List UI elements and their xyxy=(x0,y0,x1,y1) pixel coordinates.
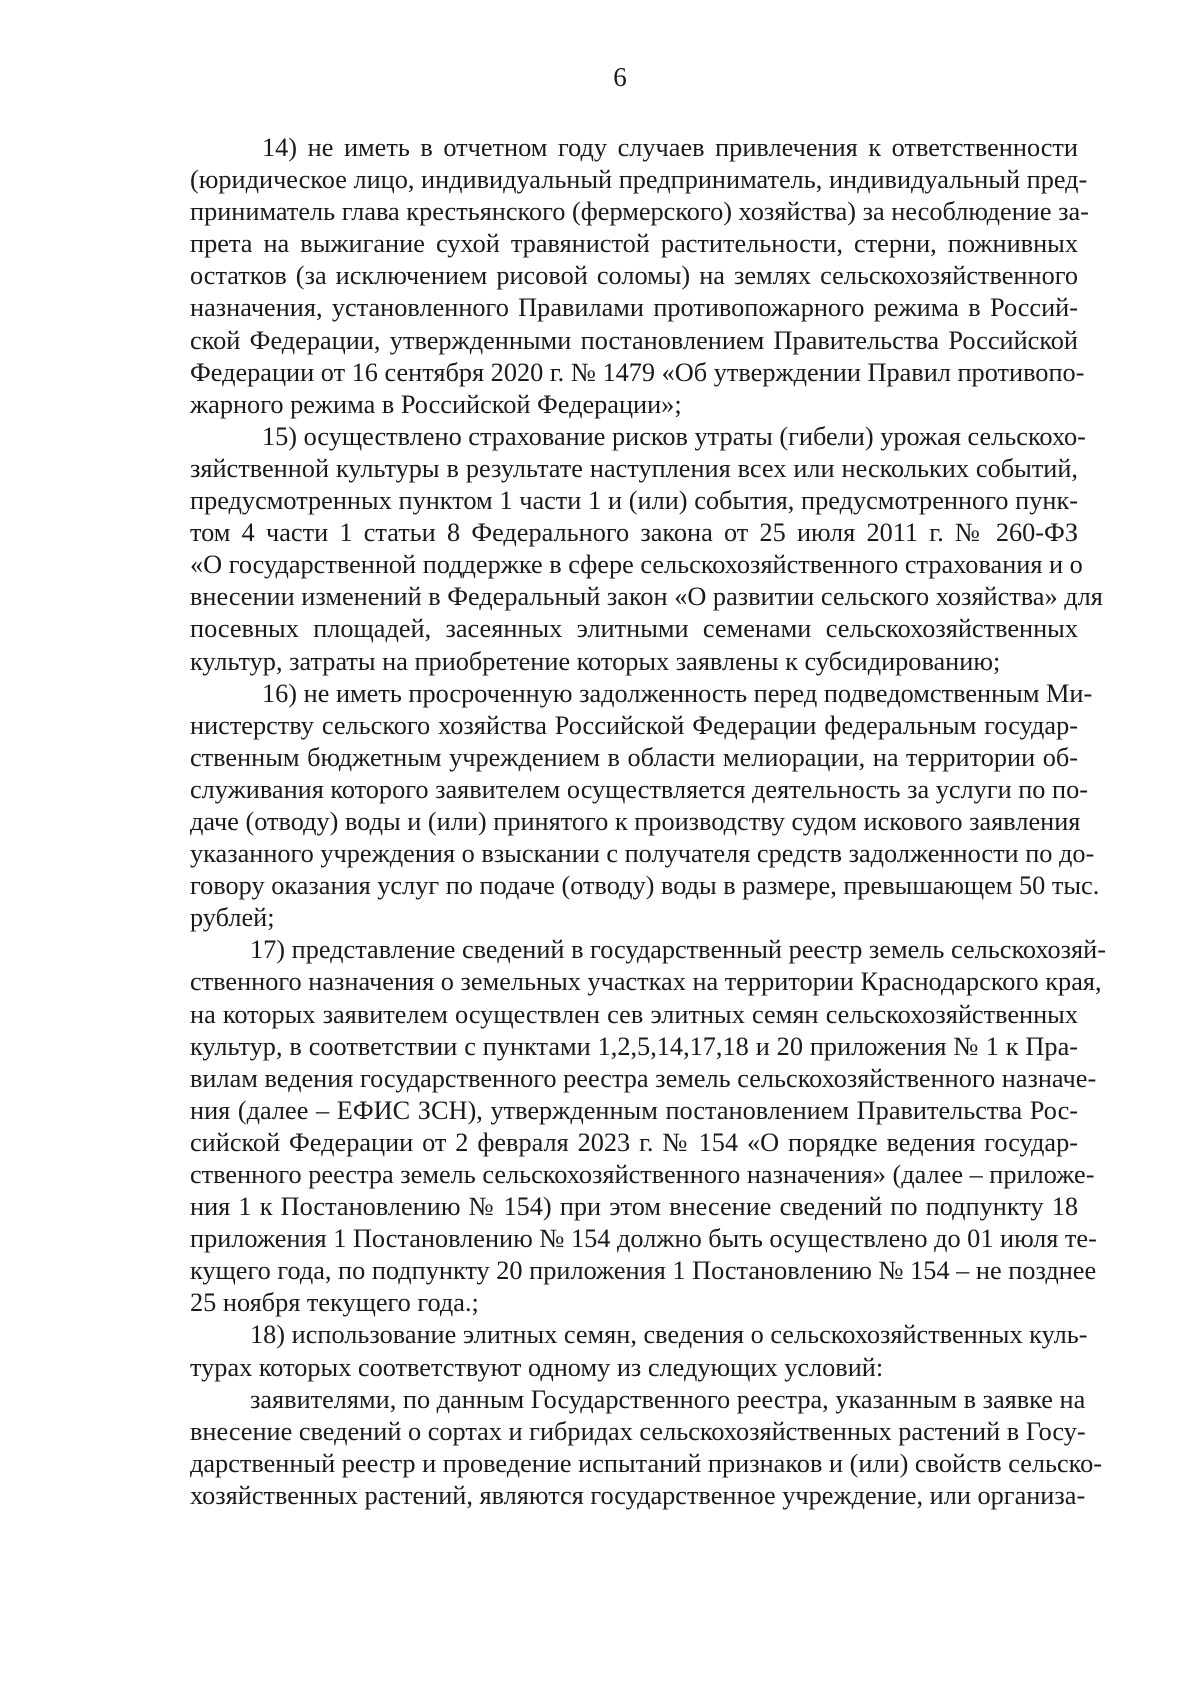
text-line: внесение сведений о сортах и гибридах сельскохозяйственных растений в Госу- xyxy=(190,1416,1086,1446)
text-line: приложения 1 Постановлению № 154 должно быть осуществлено до 01 июля те- xyxy=(190,1224,1097,1254)
text-line: приниматель глава крестьянского (фермерского) хозяйства) за несоблюдение за- xyxy=(190,197,1089,227)
text-line: 17) представление сведений в государственный реестр земель сельскохозяй- xyxy=(250,935,1106,965)
text-line: (юридическое лицо, индивидуальный предприниматель, индивидуальный пред- xyxy=(190,165,1088,195)
paragraph-14 xyxy=(190,132,1089,421)
text-line: заявителями, по данным Государственного реестра, указанным в заявке на xyxy=(250,1384,1086,1414)
paragraph-15 xyxy=(190,421,1103,678)
text-line: остатков (за исключением рисовой соломы) на землях сельскохозяйственного xyxy=(190,261,1078,291)
text-line: культур, затраты на приобретение которых заявлены к субсидированию; xyxy=(190,646,1001,676)
text-line: нистерству сельского хозяйства Российской Федерации федеральным государ- xyxy=(190,710,1078,740)
text-line: служивания которого заявителем осуществляется деятельность за услуги по по- xyxy=(190,774,1088,804)
text-line: ственного назначения о земельных участках на территории Краснодарского края, xyxy=(190,967,1102,997)
text-line: 15) осуществлено страхование рисков утраты (гибели) урожая сельскохо- xyxy=(262,421,1086,451)
text-line: жарного режима в Российской Федерации»; xyxy=(190,389,682,419)
text-line: Федерации от 16 сентября 2020 г. № 1479 «Об утверждении Правил противопо- xyxy=(190,357,1085,387)
text-line: 25 ноября текущего года.; xyxy=(190,1288,479,1318)
text-line: 14) не иметь в отчетном году случаев привлечения к ответственности xyxy=(262,133,1078,162)
text-line: даче (отводу) воды и (или) принятого к производству судом искового заявления xyxy=(190,806,1081,836)
text-line: турах которых соответствуют одному из следующих условий: xyxy=(190,1352,884,1382)
text-line: культур, в соответствии с пунктами 1,2,5,14,17,18 и 20 приложения № 1 к Пра- xyxy=(190,1031,1078,1061)
text-line: рублей; xyxy=(190,903,275,933)
text-line: том 4 части 1 статьи 8 Федерального закона от 25 июля 2011 г. № 260-ФЗ xyxy=(190,518,1078,548)
text-line: прета на выжигание сухой травянистой растительности, стерни, пожнивных xyxy=(190,229,1078,259)
document-body xyxy=(190,132,1106,1512)
text-line: хозяйственных растений, являются государственное учреждение, или организа- xyxy=(190,1480,1086,1510)
text-line: говору оказания услуг по подаче (отводу) воды в размере, превышающем 50 тыс. xyxy=(190,871,1100,901)
text-line: предусмотренных пунктом 1 части 1 и (или) события, предусмотренного пунк- xyxy=(190,486,1078,516)
text-line: ственного реестра земель сельскохозяйственного назначения» (далее – приложе- xyxy=(190,1160,1095,1189)
text-line: указанного учреждения о взыскании с получателя средств задолженности по до- xyxy=(190,839,1095,869)
text-line: вилам ведения государственного реестра земель сельскохозяйственного назначе- xyxy=(190,1063,1097,1093)
text-line: назначения, установленного Правилами противопожарного режима в Россий- xyxy=(190,293,1078,323)
text-line: «О государственной поддержке в сфере сельскохозяйственного страхования и о xyxy=(190,550,1083,580)
paragraph-18-condition xyxy=(190,1384,1103,1512)
text-line: ственным бюджетным учреждением в области мелиорации, на территории об- xyxy=(190,742,1078,772)
text-line: дарственный реестр и проведение испытаний признаков и (или) свойств сельско- xyxy=(190,1448,1103,1478)
paragraph-16 xyxy=(190,678,1100,935)
text-line: ния (далее – ЕФИС ЗСН), утвержденным постановлением Правительства Рос- xyxy=(190,1095,1078,1125)
paragraph-18 xyxy=(190,1319,1088,1383)
text-line: сийской Федерации от 2 февраля 2023 г. № 154 «О порядке ведения государ- xyxy=(190,1127,1078,1157)
paragraph-17 xyxy=(190,934,1106,1319)
text-line: кущего года, по подпункту 20 приложения 1 Постановлению № 154 – не позднее xyxy=(190,1256,1097,1286)
text-line: посевных площадей, засеянных элитными семенами сельскохозяйственных xyxy=(190,614,1078,644)
page-number: 6 xyxy=(613,62,627,92)
text-line: ния 1 к Постановлению № 154) при этом внесение сведений по подпункту 18 xyxy=(190,1192,1078,1222)
text-line: ской Федерации, утвержденными постановлением Правительства Российской xyxy=(190,325,1078,355)
text-line: внесении изменений в Федеральный закон «О развитии сельского хозяйства» для xyxy=(190,582,1103,612)
text-line: на которых заявителем осуществлен сев элитных семян сельскохозяйственных xyxy=(190,999,1078,1029)
text-line: 16) не иметь просроченную задолженность перед подведомственным Ми- xyxy=(262,678,1093,708)
text-line: 18) использование элитных семян, сведения о сельскохозяйственных куль- xyxy=(250,1320,1088,1350)
text-line: зяйственной культуры в результате наступления всех или нескольких событий, xyxy=(190,453,1078,483)
